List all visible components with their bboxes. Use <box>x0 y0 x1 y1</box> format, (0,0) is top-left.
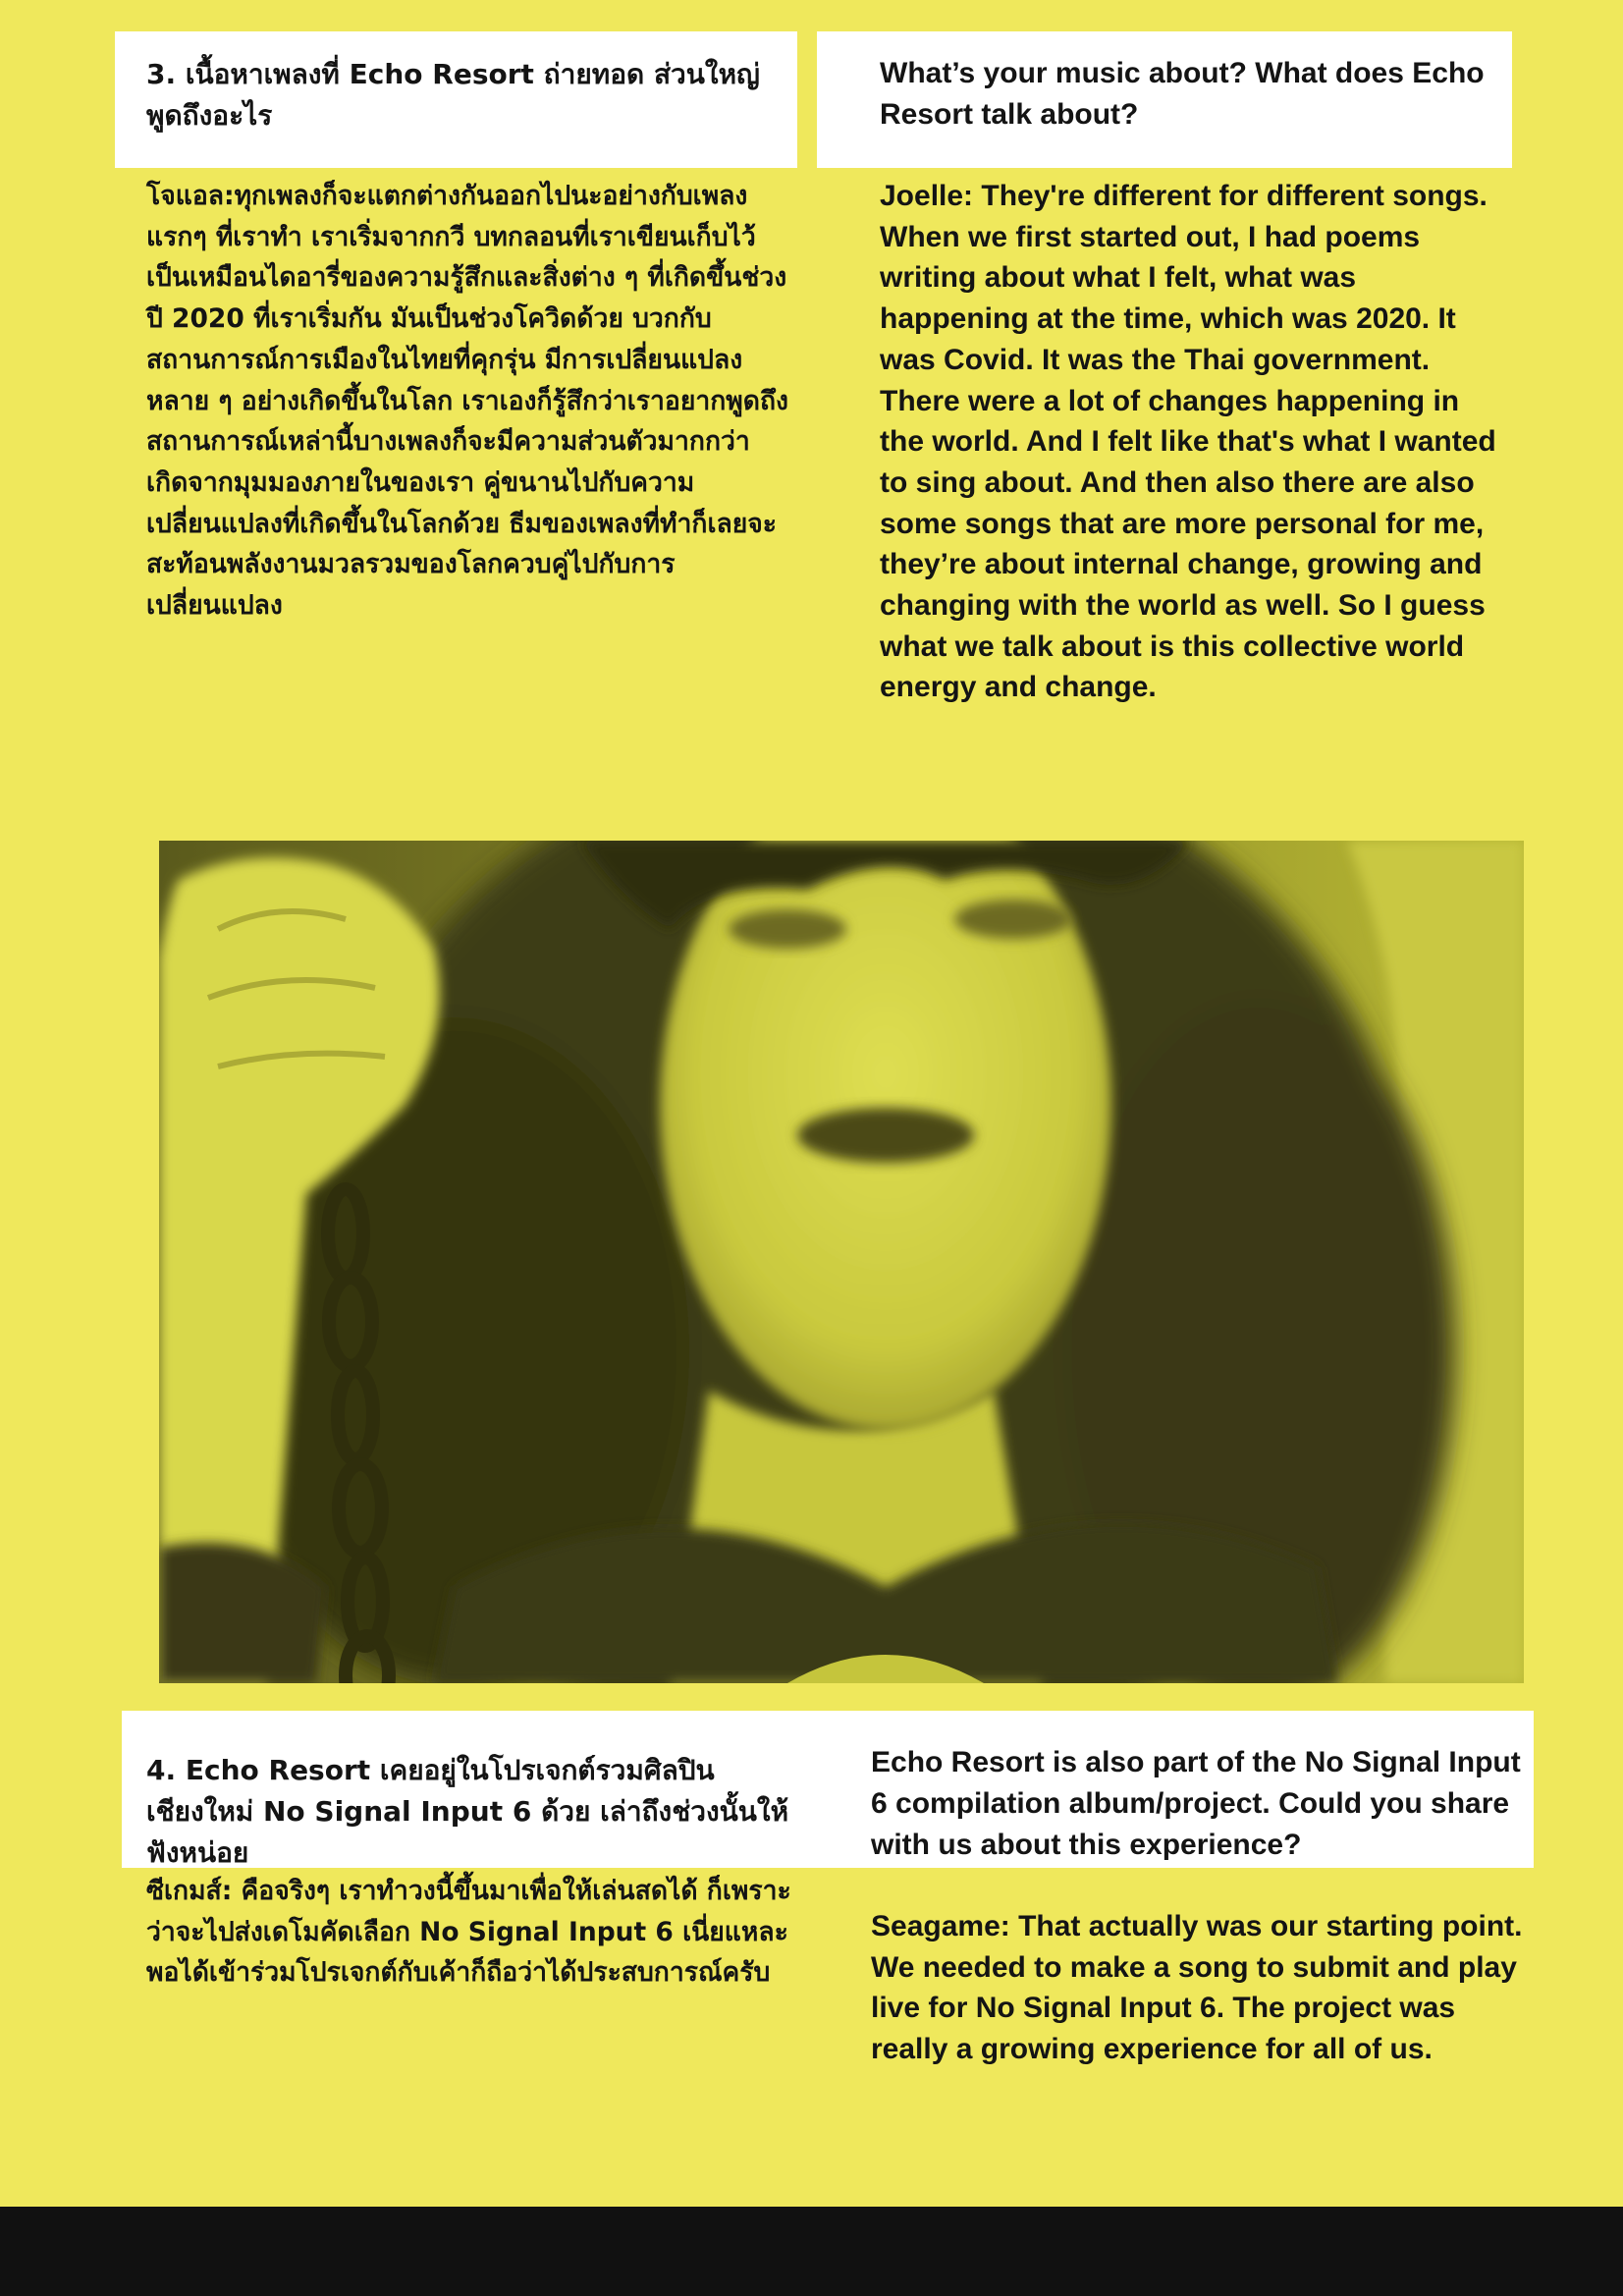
answer-th-4: ซีเกมส์: คือจริงๆ เราทำวงนี้ขึ้นมาเพื่อให้เล่นสดได้ ก็เพราะว่าจะไปส่งเดโมคัดเลือก No Signal Input 6 เนี่ยแหละ พอได้เข้าร่วมโปรเจกต์กับเค้าก็ถือว่าได้ประสบการณ์ครับ <box>146 1876 791 1989</box>
question-th-4: 4. Echo Resort เคยอยู่ในโปรเจกต์รวมศิลปินเชียงใหม่ No Signal Input 6 ด้วย เล่าถึงช่วงนั้นให้ฟังหน่อย <box>146 1754 789 1869</box>
answer-en-3: Joelle: They're different for different songs. When we first started out, I had poems writing about what I felt, what was happening at the time, which was 2020. It was Covid. It was the Thai government. There were a lot of changes happening in the world. And I felt like that's what I wanted to sing about. And then also there are also some songs that are more personal for me, they’re about internal change, growing and changing with the world as well. So I guess what we talk about is this collective world energy and change. <box>880 180 1496 704</box>
answer-en-4: Seagame: That actually was our starting point. We needed to make a song to submit and play live for No Signal Input 6. The project was really a growing experience for all of us. <box>871 1910 1523 2066</box>
question-en-4: Echo Resort is also part of the No Signal Input 6 compilation album/project. Could you share with us about this experience? <box>871 1746 1521 1861</box>
answer-th-3: โจแอล:ทุกเพลงก็จะแตกต่างกันออกไปนะอย่างกับเพลงแรกๆ ที่เราทำ เราเริ่มจากกวี บทกลอนที่เราเขียนเก็บไว้ เป็นเหมือนไดอารี่ของความรู้สึกและสิ่งต่าง ๆ ที่เกิดขึ้นช่วงปี 2020 ที่เราเริ่มกัน มันเป็นช่วงโควิดด้วย บวกกับสถานการณ์การเมืองในไทยที่คุกรุ่น มีการเปลี่ยนแปลงหลาย ๆ อย่างเกิดขึ้นในโลก เราเองก็รู้สึกว่าเราอยากพูดถึงสถานการณ์เหล่านี้บางเพลงก็จะมีความส่วนตัวมากกว่า เกิดจากมุมมองภายในของเรา คู่ขนานไปกับความเปลี่ยนแปลงที่เกิดขึ้นในโลกด้วย ธีมของเพลงที่ทำก็เลยจะสะท้อนพลังงานมวลรวมของโลกควบคู่ไปกับการเปลี่ยนแปลง <box>146 181 788 622</box>
question-th-3: 3. เนื้อหาเพลงที่ Echo Resort ถ่ายทอด ส่วนใหญ่พูดถึงอะไร <box>146 58 760 132</box>
footer-bar <box>0 2207 1623 2296</box>
portrait-photo <box>159 841 1524 1683</box>
question-en-3: What’s your music about? What does Echo Resort talk about? <box>880 57 1485 131</box>
